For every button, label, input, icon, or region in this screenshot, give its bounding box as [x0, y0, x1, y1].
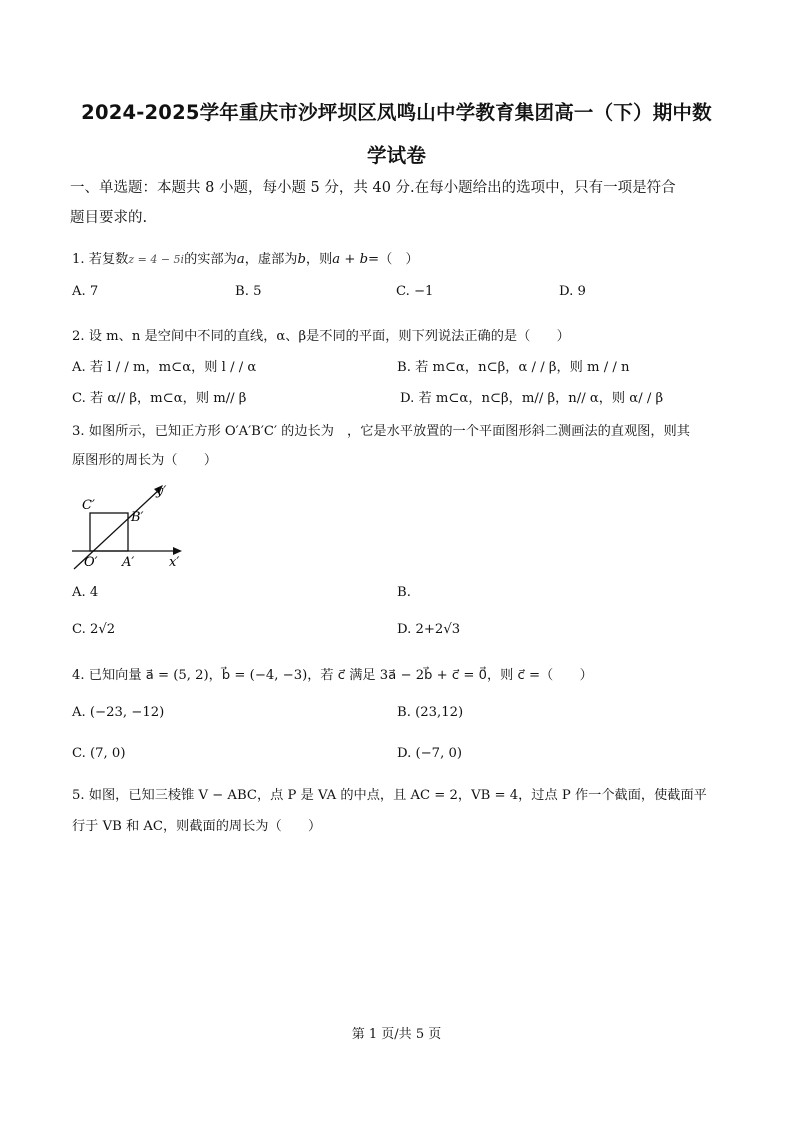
- q4-option-b: B. (23,12): [397, 705, 464, 720]
- question-3-stem-line2: 原图形的周长为（ ）: [72, 453, 218, 468]
- label-a-prime: A′: [122, 555, 135, 570]
- q1-text-d: ，则: [305, 252, 333, 267]
- question-5-stem-line2: 行于 VB 和 AC，则截面的周长为（ ）: [72, 819, 322, 834]
- x-axis-arrow: [173, 547, 182, 555]
- question-1-stem: [72, 248, 419, 267]
- q2-option-b: B. 若 m⊂α，n⊂β，α / / β，则 m / / n: [397, 360, 630, 375]
- exam-title-line2: 学试卷: [366, 144, 427, 167]
- label-y-prime: y′: [156, 484, 167, 499]
- q1-option-a: A. 7: [72, 284, 99, 299]
- section-heading: [70, 176, 730, 231]
- q1-formula: z = 4 − 5i: [128, 253, 185, 266]
- q2-option-c: C. 若 α// β，m⊂α，则 m// β: [72, 391, 247, 406]
- q4-option-c: C. (7, 0): [72, 746, 126, 761]
- question-3-stem-line1: 3. 如图所示，已知正方形 O′A′B′C′ 的边长为 ，它是水平放置的一个平面图形斜二测画法的直观图，则其: [72, 424, 690, 439]
- q1-text-b: 的实部为: [184, 252, 237, 267]
- q3-option-c: C. 2√2: [72, 622, 116, 637]
- q2-option-a: A. 若 l / / m，m⊂α，则 l / / α: [72, 360, 257, 375]
- question-4-stem: 4. 已知向量 a⃗ = (5, 2)，b⃗ = (−4, −3)，若 c⃗ 满足 3a⃗ − 2b⃗ + c⃗ = 0⃗，则 c⃗ =（ ）: [72, 668, 593, 683]
- square-oabc: [90, 513, 128, 551]
- q1-option-b: B. 5: [235, 284, 262, 299]
- page-footer: 第 1 页/共 5 页: [351, 1027, 442, 1042]
- q3-option-a: A. 4: [72, 585, 99, 600]
- q3-option-d: D. 2+2√3: [397, 622, 461, 637]
- question-5-stem-line1: 5. 如图，已知三棱锥 V − ABC，点 P 是 VA 的中点，且 AC = 2，VB = 4，过点 P 作一个截面，使截面平: [72, 788, 707, 803]
- exam-title-line1: 2024-2025学年重庆市沙坪坝区凤鸣山中学教育集团高一（下）期中数: [81, 101, 712, 124]
- label-x-prime: x′: [169, 555, 180, 570]
- question-2-stem: 2. 设 m、n 是空间中不同的直线，α、β是不同的平面，则下列说法正确的是（ ）: [72, 329, 570, 344]
- section-heading-line2: 题目要求的.: [70, 210, 148, 226]
- q1-var-b: b: [297, 252, 306, 267]
- section-heading-line1: 一、单选题：本题共 8 小题，每小题 5 分，共 40 分.在每小题给出的选项中，只有一项是符合: [70, 180, 676, 196]
- q1-option-d: D. 9: [559, 284, 586, 299]
- q4-option-a: A. (−23, −12): [72, 705, 165, 720]
- label-c-prime: C′: [82, 498, 95, 513]
- q1-option-c: C. −1: [396, 284, 434, 299]
- q1-text-a: 1. 若复数: [72, 252, 129, 267]
- q3-oblique-square-figure: [68, 479, 188, 571]
- q1-text-c: ，虚部为: [244, 252, 298, 267]
- label-b-prime: B′: [131, 510, 144, 525]
- q1-expr: a + b: [332, 252, 369, 267]
- q1-text-e: =（ ）: [368, 252, 419, 267]
- label-o-prime: O′: [84, 555, 98, 570]
- q1-var-a: a: [236, 252, 245, 267]
- q4-option-d: D. (−7, 0): [397, 746, 462, 761]
- q2-option-d: D. 若 m⊂α，n⊂β，m// β，n// α，则 α/ / β: [400, 391, 664, 406]
- q3-option-b: B.: [397, 585, 411, 600]
